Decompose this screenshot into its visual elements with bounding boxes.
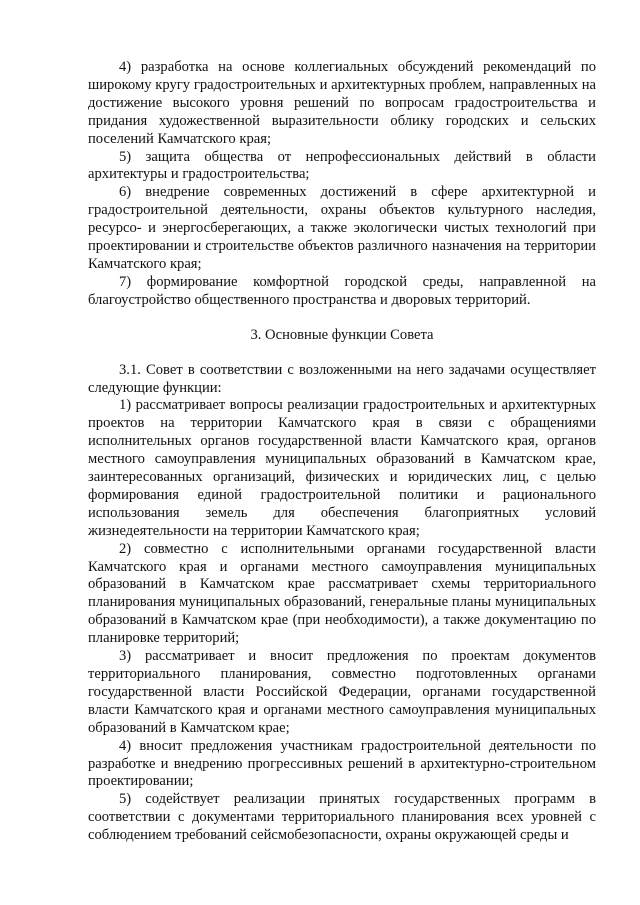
paragraph-item-7: 7) формирование комфортной городской среды, направленной на благоустройство общественного пространства и дворовых территорий.: [88, 273, 596, 308]
function-item-1: 1) рассматривает вопросы реализации градостроительных и архитектурных проектов на территории Камчатского края в связи с обращениями исполнительных органов государственной власти Камчатского края, органов местного самоуправления муниципальных образований в Камчатском крае, заинтересованных организаций, физических и юридических лиц, с целью формирования единой градостроительной политики и рационального использования земель для обеспечения благоприятных условий жизнедеятельности на территории Камчатского края;: [88, 397, 596, 539]
document-page: [88, 59, 596, 845]
function-item-5: 5) содействует реализации принятых государственных программ в соответствии с документами территориального планирования всех уровней с соблюдением требований сейсмобезопасности, охраны окружающей среды и: [88, 791, 596, 844]
paragraph-3-1: 3.1. Совет в соответствии с возложенными на него задачами осуществляет следующие функции:: [88, 361, 596, 396]
paragraph-item-5: 5) защита общества от непрофессиональных действий в области архитектуры и градостроительства;: [88, 148, 596, 183]
section-heading: 3. Основные функции Совета: [250, 326, 434, 343]
function-item-4: 4) вносит предложения участникам градостроительной деятельности по разработке и внедрению прогрессивных решений в архитектурно-строительном проектировании;: [88, 737, 596, 790]
paragraph-item-6: 6) внедрение современных достижений в сфере архитектурной и градостроительной деятельности, охраны объектов культурного наследия, ресурсо- и энергосберегающих, а также экологически чистых технологий при проектировании и строительстве объектов различного назначения на территории Камчатского края;: [88, 184, 596, 272]
function-item-2: 2) совместно с исполнительными органами государственной власти Камчатского края и органами местного самоуправления муниципальных образований в Камчатском крае рассматривает схемы территориального планирования муниципальных образований, генеральные планы муниципальных образований в Камчатском крае (при необходимости), а также документацию по планировке территорий;: [88, 540, 596, 647]
paragraph-item-4: 4) разработка на основе коллегиальных обсуждений рекомендаций по широкому кругу градостроительных и архитектурных проблем, направленных на достижение высокого уровня решений по вопросам градостроительства и придания художественной выразительности облику городских и сельских поселений Камчатского края;: [88, 59, 596, 147]
function-item-3: 3) рассматривает и вносит предложения по проектам документов территориального планирования, совместно подготовленных органами государственной власти Российской Федерации, органами государственной власти Камчатского края и органами местного самоуправления муниципальных образований в Камчатском крае;: [88, 648, 596, 736]
